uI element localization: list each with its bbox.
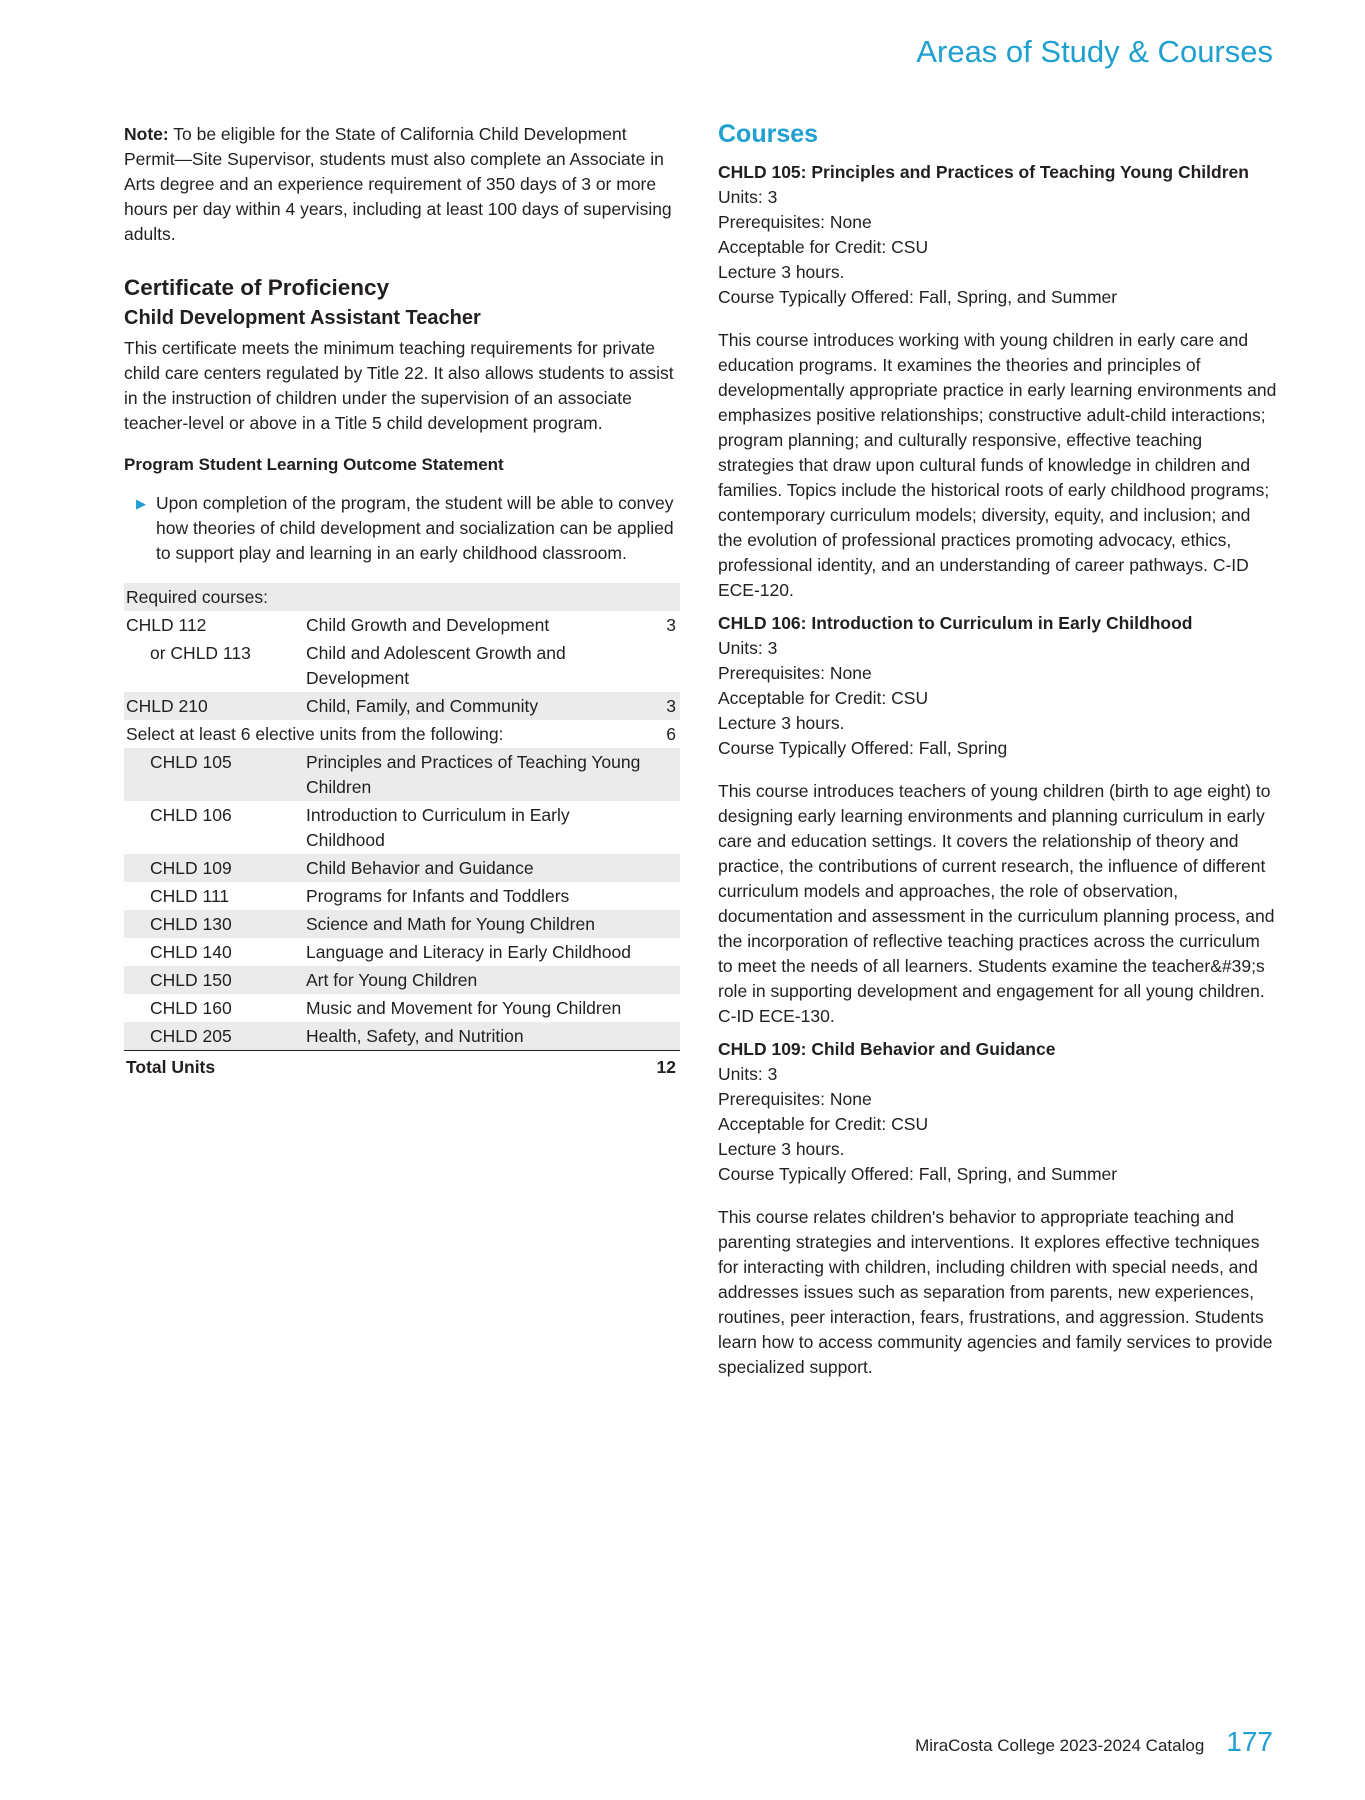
required-label: Required courses: [124,583,680,611]
course-title: Introduction to Curriculum in Early Childhood [306,804,570,850]
course-title: Language and Literacy in Early Childhood [306,941,631,962]
course-units: Units: 3 [718,1064,778,1084]
plo-item [136,491,680,566]
total-label: Total Units [124,1051,644,1082]
course-credit: Acceptable for Credit: CSU [718,1114,929,1134]
total-units: 12 [644,1051,680,1082]
course-code: or CHLD 113 [150,642,251,663]
course-code: CHLD 210 [124,692,304,720]
course-offered: Course Typically Offered: Fall, Spring, and Summer [718,1164,1118,1184]
table-row [124,583,680,611]
course-hours: Lecture 3 hours. [718,1139,845,1159]
course-offered: Course Typically Offered: Fall, Spring [718,738,1008,758]
course-units: 3 [666,614,676,635]
course-title: Child, Family, and Community [304,692,644,720]
course-title: Programs for Infants and Toddlers [306,885,570,906]
table-row [124,994,680,1022]
course-title: Principles and Practices of Teaching Young Children [304,748,644,801]
course-title: Health, Safety, and Nutrition [304,1022,644,1051]
required-courses-table [124,583,680,1082]
course-title: Child and Adolescent Growth and Development [306,642,566,688]
left-column [124,122,680,1082]
elective-label: Select at least 6 elective units from the following: [126,723,504,744]
course-units: Units: 3 [718,187,778,207]
right-column [718,118,1278,1388]
elective-units: 6 [666,723,676,744]
course-description: This course introduces teachers of young children (birth to age eight) to designing early learning environments and planning curriculum in early care and education settings. It covers the relationship of theory and practice, the contributions of current research, the influence of different curriculum models and approaches, the role of observation, documentation and assessment in the curriculum planning process, and the incorporation of reflective teaching practices across the curriculum to meet the needs of all learners. Students examine the teacher&#39;s role in supporting development and engagement for all young children. C-ID ECE-130. [718,781,1275,1026]
course-prerequisites: Prerequisites: None [718,212,872,232]
table-row [124,854,680,882]
table-row [124,720,680,748]
course-credit: Acceptable for Credit: CSU [718,688,929,708]
certificate-description: This certificate meets the minimum teaching requirements for private child care centers regulated by Title 22. It also allows students to assist in the instruction of children under the supervision of an associate teacher-level or above in a Title 5 child development program. [124,338,674,433]
course-code: CHLD 105 [124,748,304,801]
course-code: CHLD 112 [126,614,207,635]
table-row [124,966,680,994]
course-entry [718,611,1278,1029]
course-hours: Lecture 3 hours. [718,713,845,733]
course-title: Child Behavior and Guidance [304,854,644,882]
course-description: This course relates children's behavior to appropriate teaching and parenting strategies and interventions. It explores effective techniques for interacting with children, including children with special needs, and addresses issues such as separation from parents, new experiences, routines, peer interaction, fears, frustrations, and aggression. Students learn how to access community agencies and family services to provide specialized support. [718,1207,1273,1377]
plo-heading: Program Student Learning Outcome Statement [124,455,504,474]
table-row [124,1022,680,1051]
course-hours: Lecture 3 hours. [718,262,845,282]
course-entry [718,160,1278,603]
course-code: CHLD 150 [124,966,304,994]
course-code: CHLD 111 [150,885,230,906]
course-prerequisites: Prerequisites: None [718,1089,872,1109]
course-prerequisites: Prerequisites: None [718,663,872,683]
course-code: CHLD 205 [124,1022,304,1051]
catalog-name: MiraCosta College 2023-2024 Catalog [915,1736,1205,1755]
table-row [124,639,680,692]
courses-heading: Courses [718,120,819,148]
table-row [124,938,680,966]
plo-item-text: Upon completion of the program, the student will be able to convey how theories of child development and socialization can be applied to support play and learning in an early childhood classroom. [156,493,674,563]
table-row [124,748,680,801]
certificate-heading: Certificate of Proficiency [124,275,390,300]
note-label: Note: [124,124,169,144]
course-entry [718,1037,1278,1380]
page-section-title: Areas of Study & Courses [916,34,1273,69]
course-heading: CHLD 109: Child Behavior and Guidance [718,1039,1056,1059]
course-title: Music and Movement for Young Children [306,997,622,1018]
course-units: 3 [644,692,680,720]
plo-list [124,491,680,566]
course-description: This course introduces working with young children in early care and education programs. It examines the theories and principles of developmentally appropriate practice in early learning environments and emphasizes positive relationships; constructive adult-child interactions; program planning; and culturally responsive, effective teaching strategies that draw upon cultural funds of knowledge in children and families. Topics include the historical roots of early childhood programs; contemporary curriculum models; diversity, equity, and inclusion; and the evolution of professional practices promoting advocacy, ethics, professional identity, and an understanding of career pathways. C-ID ECE-120. [718,330,1277,600]
table-row [124,910,680,938]
course-title: Child Growth and Development [306,614,550,635]
course-units: Units: 3 [718,638,778,658]
page-footer [915,1726,1273,1758]
course-heading: CHLD 105: Principles and Practices of Teaching Young Children [718,162,1249,182]
eligibility-note [124,122,680,247]
total-row [124,1051,680,1082]
course-code: CHLD 130 [124,910,304,938]
course-credit: Acceptable for Credit: CSU [718,237,929,257]
table-row [124,882,680,910]
course-code: CHLD 106 [150,804,232,825]
triangle-bullet-icon: ▶ [136,496,146,511]
certificate-subheading: Child Development Assistant Teacher [124,307,481,329]
course-units [644,639,680,692]
table-row [124,611,680,639]
course-offered: Course Typically Offered: Fall, Spring, and Summer [718,287,1118,307]
table-row [124,692,680,720]
course-heading: CHLD 106: Introduction to Curriculum in Early Childhood [718,613,1193,633]
page-number: 177 [1226,1726,1273,1757]
table-row [124,801,680,854]
course-title: Science and Math for Young Children [304,910,644,938]
course-code: CHLD 109 [124,854,304,882]
course-title: Art for Young Children [304,966,644,994]
course-code: CHLD 160 [150,997,232,1018]
course-code: CHLD 140 [150,941,232,962]
note-text: To be eligible for the State of California Child Development Permit—Site Supervisor, students must also complete an Associate in Arts degree and an experience requirement of 350 days of 3 or more hours per day within 4 years, including at least 100 days of supervising adults. [124,124,672,244]
